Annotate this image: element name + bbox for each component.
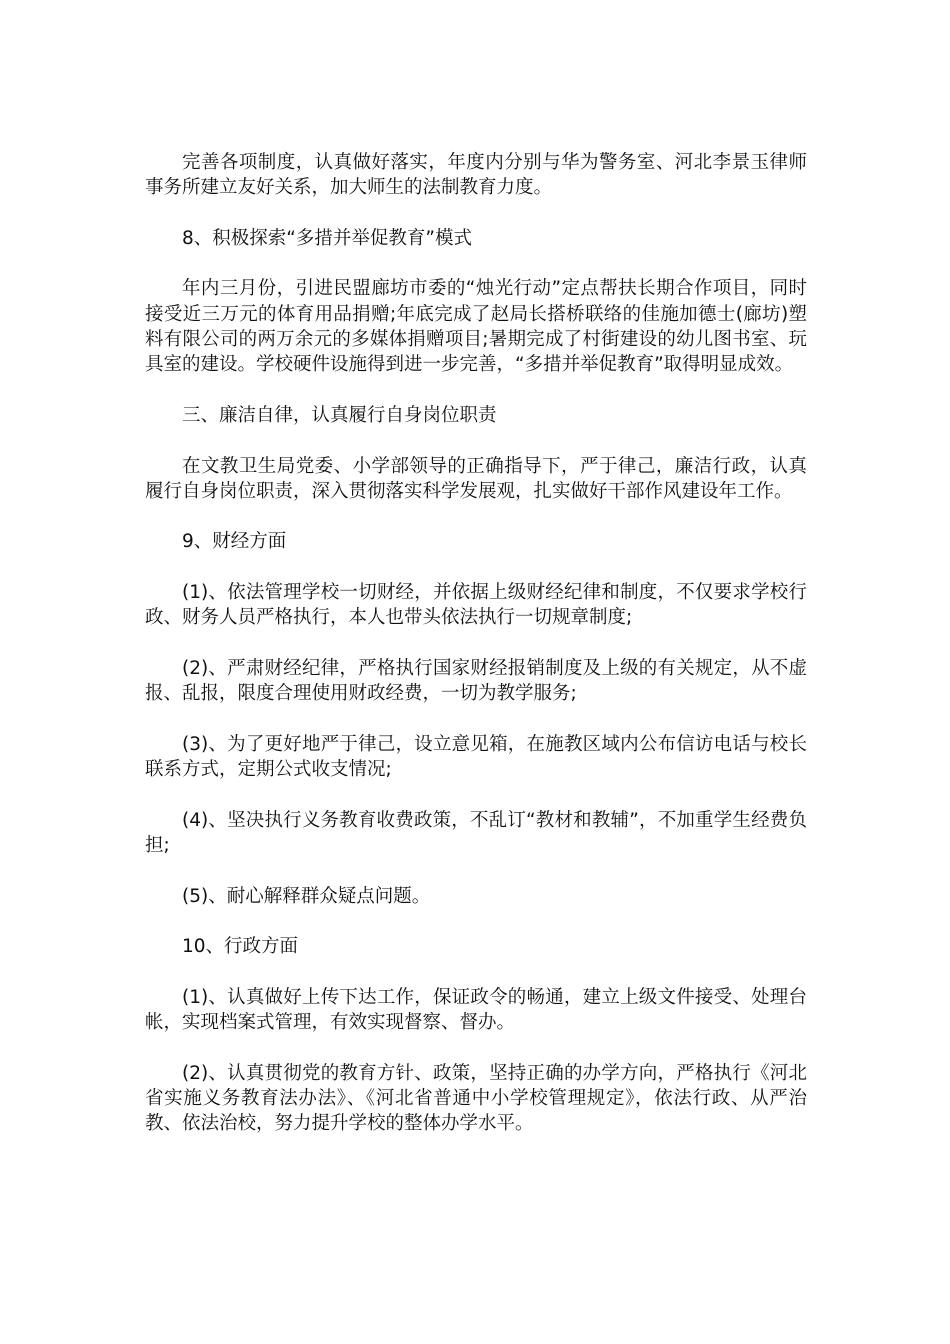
paragraph-system-improvement: 完善各项制度，认真做好落实，年度内分别与华为警务室、河北李景玉律师事务所建立友好关系，加大师生的法制教育力度。 bbox=[145, 152, 807, 199]
list-item-admin-1: (1)、认真做好上传下达工作，保证政令的畅通，建立上级文件接受、处理台帐，实现档案式管理，有效实现督察、督办。 bbox=[145, 986, 807, 1034]
document-body bbox=[145, 150, 807, 1137]
heading-integrity: 三、廉洁自律，认真履行自身岗位职责 bbox=[182, 404, 497, 426]
list-item-finance-5: (5)、耐心解释群众疑点问题。 bbox=[182, 885, 431, 907]
list-item-admin-2: (2)、认真贯彻党的教育方针、政策，坚持正确的办学方向，严格执行《河北省实施义务教育法办法》、《河北省普通中小学校管理规定》，依法行政、从严治教、依法治校，努力提升学校的整体办学水平。 bbox=[145, 1062, 807, 1135]
heading-multi-measures: 8、积极探索“多措并举促教育”模式 bbox=[182, 227, 472, 249]
list-item-finance-4: (4)、坚决执行义务教育收费政策，不乱订“教材和教辅”，不加重学生经费负担; bbox=[145, 809, 807, 857]
list-item-finance-2: (2)、严肃财经纪律，严格执行国家财经报销制度及上级的有关规定，从不虚报、乱报，限度合理使用财政经费，一切为教学服务; bbox=[145, 657, 807, 705]
list-item-finance-3: (3)、为了更好地严于律己，设立意见箱，在施教区域内公布信访电话与校长联系方式，定期公式收支情况; bbox=[145, 733, 807, 781]
heading-finance: 9、财经方面 bbox=[182, 531, 287, 553]
list-item-finance-1: (1)、依法管理学校一切财经，并依据上级财经纪律和制度，不仅要求学校行政、财务人员严格执行，本人也带头依法执行一切规章制度; bbox=[145, 582, 807, 629]
heading-administration: 10、行政方面 bbox=[182, 936, 299, 958]
paragraph-integrity-guidance: 在文教卫生局党委、小学部领导的正确指导下，严于律己，廉洁行政，认真履行自身岗位职责，深入贯彻落实科学发展观，扎实做好干部作风建设年工作。 bbox=[145, 455, 807, 502]
paragraph-candlelight-project: 年内三月份，引进民盟廊坊市委的“烛光行动”定点帮扶长期合作项目，同时接受近三万元的体育用品捐赠;年底完成了赵局长搭桥联络的佳施加德士(廊坊)塑料有限公司的两万余元的多媒体捐赠项目;暑期完成了村街建设的幼儿图书室、玩具室的建设。学校硬件设施得到进一步完善，“多措并举促教育”取得明显成效。 bbox=[145, 278, 807, 376]
